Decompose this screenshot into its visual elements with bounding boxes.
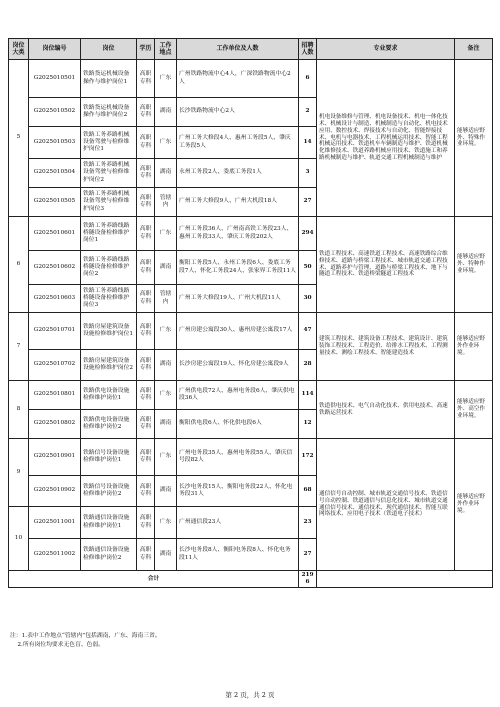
post-name: 铁路工务养路机械设备驾驶与检修维护岗位3 xyxy=(81,188,137,217)
total-row xyxy=(9,571,493,588)
post-name: 铁路房屋建筑设备设施检修维护岗位2 xyxy=(81,350,137,381)
post-code: G2025011001 xyxy=(29,507,81,539)
post-code: G2025010501 xyxy=(29,60,81,98)
total-blank xyxy=(317,571,493,588)
post-code: G2025010505 xyxy=(29,188,81,217)
post-code: G2025010601 xyxy=(29,217,81,251)
column-header: 岗位大类 xyxy=(9,39,29,60)
work-location: 湖南 xyxy=(155,410,177,439)
post-name: 铁路工务养路线路桥隧设备检修维护岗位1 xyxy=(81,217,137,251)
work-location: 湖南 xyxy=(155,539,177,571)
post-code: G2025010702 xyxy=(29,350,81,381)
work-units: 衡阳工务段5人、永州工务段6人、娄底工务段7人、怀化工务段24人、张家界工务段11人 xyxy=(177,251,299,285)
post-code: G2025010801 xyxy=(29,381,81,410)
post-name: 铁路工务养路机械设备驾驶与检修维护岗位1 xyxy=(81,127,137,159)
recruitment-table xyxy=(8,38,493,588)
footnote-2: 2.所有岗位均要求无色盲、色弱。 xyxy=(10,641,105,648)
table-row xyxy=(9,439,493,476)
work-location: 广东 xyxy=(155,507,177,539)
headcount: 6 xyxy=(299,60,317,98)
remarks: 能够适应野外、特种作业环境。 xyxy=(455,217,493,313)
post-category: 5 xyxy=(9,60,29,217)
footnotes xyxy=(10,632,480,650)
work-units: 广州电务段35人、惠州电务段55人、肇庆信号段82人 xyxy=(177,439,299,476)
education: 高职专科 xyxy=(137,476,155,507)
post-code: G2025010802 xyxy=(29,410,81,439)
work-units: 广州供电段72人、惠州电务段6人、肇庆供电段36人 xyxy=(177,381,299,410)
remarks: 能够适应野外、高空作业环境。 xyxy=(455,381,493,439)
column-header: 学历 xyxy=(137,39,155,60)
education: 高职专科 xyxy=(137,507,155,539)
work-units: 长沙电务段8人、衡阳电务段8人、怀化电务段11人 xyxy=(177,539,299,571)
education: 高职专科 xyxy=(137,350,155,381)
work-location: 管辖内 xyxy=(155,188,177,217)
total-value: 2196 xyxy=(299,571,317,588)
headcount: 27 xyxy=(299,539,317,571)
education: 高职专科 xyxy=(137,98,155,127)
work-location: 广东 xyxy=(155,127,177,159)
remarks: 能够适应野外、特殊作业环境。 xyxy=(455,60,493,217)
work-units: 衡阳供电段6人、怀化供电段6人 xyxy=(177,410,299,439)
work-units: 广州房建公寓段30人、惠州房建公寓段17人 xyxy=(177,313,299,350)
work-units: 长沙房建公寓段19人、怀化房建公寓段9人 xyxy=(177,350,299,381)
headcount: 23 xyxy=(299,507,317,539)
page-number: 第 2 页，共 2 页 xyxy=(225,691,275,699)
work-units: 广州工务大修段19人、广州大机段11人 xyxy=(177,285,299,313)
education: 高职专科 xyxy=(137,188,155,217)
work-units: 长沙电务段15人、衡阳电务段22人、怀化电务段31人 xyxy=(177,476,299,507)
post-code: G2025010902 xyxy=(29,476,81,507)
education: 高职专科 xyxy=(137,217,155,251)
major-requirements: 建筑工程技术、建筑设备工程技术、建筑设计、建筑装饰工程技术、工程造价、给排水工程技术、工程测量技术、测绘工程技术、智能建造技术 xyxy=(317,313,455,381)
remarks: 能够适应野外作业环境。 xyxy=(455,439,493,571)
post-code: G2025010504 xyxy=(29,159,81,188)
post-category: 7 xyxy=(9,313,29,381)
post-name: 铁路通信设备设施检修维护岗位1 xyxy=(81,507,137,539)
headcount: 30 xyxy=(299,285,317,313)
headcount: 14 xyxy=(299,127,317,159)
post-code: G2025010603 xyxy=(29,285,81,313)
work-units: 永州工务段2人、娄底工务段1人 xyxy=(177,159,299,188)
post-code: G2025010502 xyxy=(29,98,81,127)
footnote-1: 注：1.表中工作地点“管辖内”包括湖南、广东、海南三省。 xyxy=(10,633,161,639)
education: 高职专科 xyxy=(137,285,155,313)
post-name: 铁路货运机械设备操作与维护岗位2 xyxy=(81,98,137,127)
education: 高职专科 xyxy=(137,60,155,98)
work-units: 广州工务大修段9人、广州大机段18人 xyxy=(177,188,299,217)
post-name: 铁路供电设备设施检修维护岗位1 xyxy=(81,381,137,410)
table-row xyxy=(9,313,493,350)
headcount: 172 xyxy=(299,439,317,476)
post-code: G2025010701 xyxy=(29,313,81,350)
work-location: 湖南 xyxy=(155,350,177,381)
work-location: 湖南 xyxy=(155,98,177,127)
education: 高职专科 xyxy=(137,251,155,285)
post-category: 10 xyxy=(9,507,29,571)
post-name: 铁路供电设备设施检修维护岗位2 xyxy=(81,410,137,439)
table-row xyxy=(9,381,493,410)
major-requirements: 机电设备维修与管理、机电设备技术、机电一体化技术、机械设计与制造、机械制造与自动化、机电技术应用、数控技术、焊接技术与自动化、智能焊接技术、电机与电器技术、工程机械运用技术、智能工程机械运用技术、铁道机车车辆制造与维护、铁道机械化维修技术、铁道养路机械应用技术、铁道施工和养路机械制造与维护、轨道交通工程机械制造与维护 xyxy=(317,60,455,217)
education: 高职专科 xyxy=(137,127,155,159)
post-name: 铁路工务养路线路桥隧设备检修维护岗位3 xyxy=(81,285,137,313)
column-header: 岗位 xyxy=(81,39,137,60)
total-label: 合计 xyxy=(9,571,299,588)
column-header: 专业要求 xyxy=(317,39,455,60)
post-code: G2025010901 xyxy=(29,439,81,476)
column-header: 岗位编号 xyxy=(29,39,81,60)
major-requirements: 铁道工程技术、高速铁道工程技术、高速铁路综合维修技术、道路与桥梁工程技术、城市轨道交通工程技术、道路养护与管理、道路与桥梁工程技术、地下与隧道工程技术、铁道桥梁隧道工程技术 xyxy=(317,217,455,313)
post-category: 6 xyxy=(9,217,29,313)
post-name: 铁路工务养路机械设备驾驶与检修维护岗位2 xyxy=(81,159,137,188)
post-name: 铁路房屋建筑设备设施检修维护岗位1 xyxy=(81,313,137,350)
work-location: 湖南 xyxy=(155,476,177,507)
table-row xyxy=(9,60,493,98)
major-requirements: 铁道供电技术、电气自动化技术、供用电技术、高速铁路运营技术 xyxy=(317,381,455,439)
headcount: 2 xyxy=(299,98,317,127)
work-location: 广东 xyxy=(155,381,177,410)
column-header: 备注 xyxy=(455,39,493,60)
work-units: 广州工务大修段4人、惠州工务段5人、肇庆工务段5人 xyxy=(177,127,299,159)
education: 高职专科 xyxy=(137,381,155,410)
major-requirements: 通信信号自动控制、城市轨道交通信号技术、铁道信号自动控制、铁道通信与信息化技术、城市轨道交通通信信号技术、通信技术、现代通信技术、智能互联网络技术、应用电子技术（铁道电子技术） xyxy=(317,439,455,571)
education: 高职专科 xyxy=(137,410,155,439)
remarks: 能够适应野外作业环境。 xyxy=(455,313,493,381)
headcount: 3 xyxy=(299,159,317,188)
headcount: 50 xyxy=(299,251,317,285)
headcount: 28 xyxy=(299,350,317,381)
table-row xyxy=(9,217,493,251)
post-name: 铁路通信设备设施检修维护岗位2 xyxy=(81,539,137,571)
work-location: 湖南 xyxy=(155,251,177,285)
post-name: 铁路信号设备设施检修维护岗位1 xyxy=(81,439,137,476)
work-location: 广东 xyxy=(155,313,177,350)
post-code: G2025010503 xyxy=(29,127,81,159)
work-units: 广州通信段23人 xyxy=(177,507,299,539)
headcount: 114 xyxy=(299,381,317,410)
work-units: 广州铁路物流中心4人，广深铁路物流中心2人 xyxy=(177,60,299,98)
post-category: 9 xyxy=(9,439,29,507)
headcount: 47 xyxy=(299,313,317,350)
education: 高职专科 xyxy=(137,159,155,188)
post-name: 铁路工务养路线路桥隧设备检修维护岗位2 xyxy=(81,251,137,285)
headcount: 68 xyxy=(299,476,317,507)
education: 高职专科 xyxy=(137,539,155,571)
headcount: 12 xyxy=(299,410,317,439)
work-location: 广东 xyxy=(155,60,177,98)
post-name: 铁路货运机械设备操作与维护岗位1 xyxy=(81,60,137,98)
column-header: 招聘人数 xyxy=(299,39,317,60)
post-name: 铁路信号设备设施检修维护岗位2 xyxy=(81,476,137,507)
work-location: 广东 xyxy=(155,217,177,251)
work-location: 管辖内 xyxy=(155,285,177,313)
work-units: 广州工务段36人、广州南高铁工务段23人、惠州工务段33人、肇庆工务段202人 xyxy=(177,217,299,251)
education: 高职专科 xyxy=(137,313,155,350)
work-units: 长沙铁路物流中心2人 xyxy=(177,98,299,127)
column-header: 工作地点 xyxy=(155,39,177,60)
column-header: 工作单位及人数 xyxy=(177,39,299,60)
headcount: 294 xyxy=(299,217,317,251)
work-location: 湖南 xyxy=(155,159,177,188)
work-location: 广东 xyxy=(155,439,177,476)
table-header-row xyxy=(9,39,493,60)
education: 高职专科 xyxy=(137,439,155,476)
post-code: G2025011002 xyxy=(29,539,81,571)
post-category: 8 xyxy=(9,381,29,439)
headcount: 27 xyxy=(299,188,317,217)
post-code: G2025010602 xyxy=(29,251,81,285)
